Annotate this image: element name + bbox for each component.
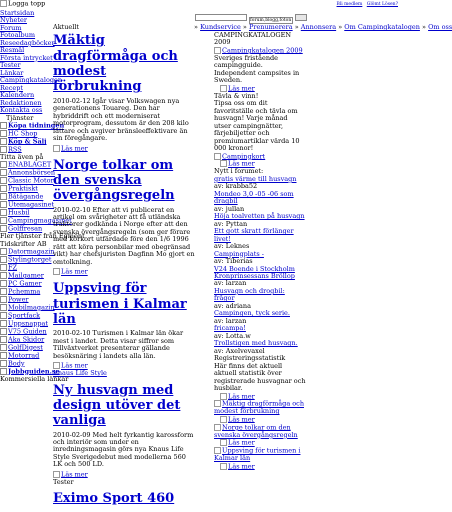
forum-post-link[interactable]: Höja toalvetten på husvagn bbox=[214, 212, 305, 221]
arrow-icon bbox=[220, 439, 227, 446]
mini-article-link[interactable]: Norge tolkar om den svenska övergångsregeln bbox=[214, 423, 298, 439]
breadcrumb-separator: » bbox=[242, 23, 247, 31]
magazine-logo-icon bbox=[0, 312, 7, 319]
read-more-link[interactable]: Läs mer bbox=[214, 160, 306, 168]
magazine-link[interactable]: V75 Guiden bbox=[0, 328, 52, 336]
article-body: 2010-02-09 Med helt fyrkantig karossform och interiör som under en inredningsmagasin görs nya Knaus Life Style Sverigedebut med modellerna 560 LK och 500 LD. bbox=[53, 430, 194, 469]
read-more-link[interactable]: Läs mer bbox=[53, 362, 195, 370]
magazine-link[interactable]: Sportfack bbox=[0, 312, 52, 320]
forum-post-author: av: Tiberias bbox=[214, 257, 253, 266]
magazine-logo-icon bbox=[0, 304, 7, 311]
article bbox=[53, 491, 195, 506]
forum-post-author: av: Lotta.w bbox=[214, 331, 251, 340]
commercial-links-heading: Kommersiella länkar bbox=[0, 374, 69, 383]
section-heading: Aktuellt bbox=[53, 23, 80, 31]
nav-item-resmal[interactable]: Resmål bbox=[0, 46, 25, 55]
register-link[interactable]: Bli medlem bbox=[336, 2, 363, 7]
services-heading: Tjänster bbox=[6, 113, 34, 122]
breadcrumb-prefix: » bbox=[194, 23, 198, 31]
partner-link[interactable]: ENABLAGET bbox=[0, 161, 52, 169]
magazine-logo-icon bbox=[0, 352, 7, 359]
forum-post-link[interactable]: V24 Boende i Stockholm Kronprinsessans Bröllop bbox=[214, 264, 295, 280]
contest-image-link[interactable]: Campingkort bbox=[214, 153, 306, 161]
magazine-link[interactable]: Mailgamer bbox=[0, 272, 52, 280]
forum-post-author: av: krabba52 bbox=[214, 182, 258, 191]
partner-logo-icon bbox=[0, 177, 7, 184]
breadcrumb-prenumerera[interactable]: Prenumerera bbox=[248, 23, 293, 31]
contest-title: Tävla & vinn! bbox=[214, 91, 259, 100]
nav-item-campingkatalogen[interactable]: Campingkatalogen bbox=[0, 76, 63, 85]
magazine-logo-icon bbox=[0, 280, 7, 287]
arrow-icon bbox=[220, 463, 227, 470]
partner-logo-icon bbox=[0, 169, 7, 176]
partner-link[interactable]: Annonsbörsen bbox=[0, 169, 52, 177]
partner-link[interactable]: Praktiskt bbox=[0, 185, 52, 193]
forgot-password-link[interactable]: Glömt Lösen? bbox=[366, 2, 398, 7]
breadcrumb-kundservice[interactable]: Kundservice bbox=[200, 23, 241, 31]
magazine-link[interactable]: PC Gamer bbox=[0, 280, 52, 288]
nav-item-redaktionen[interactable]: Redaktionen bbox=[0, 98, 42, 107]
forum-post-link[interactable]: Husvagn och drogbil: frågor bbox=[214, 286, 285, 303]
nav-item-resedagbocker[interactable]: Reseedagböcker bbox=[0, 38, 55, 47]
partner-link[interactable]: Campingmagasinet bbox=[0, 217, 52, 225]
arrow-icon bbox=[220, 160, 227, 167]
search-input[interactable] bbox=[195, 14, 247, 21]
catalog-image-icon bbox=[214, 47, 221, 54]
forum-post-link[interactable]: Trollstigen med husvagn. bbox=[214, 339, 298, 348]
magazine-link[interactable]: Aka Skidor bbox=[0, 336, 52, 344]
article bbox=[53, 281, 195, 377]
forum-post-link[interactable]: Mondeo 3,0 -05 -06 som dragbil bbox=[214, 189, 294, 206]
service-kopa-tidningen[interactable]: Köpa tidningen bbox=[0, 122, 52, 130]
read-more-link[interactable]: Läs mer bbox=[214, 463, 306, 471]
forum-post-link[interactable]: Ett gott skratt förlänger livet! bbox=[214, 227, 294, 243]
article-thumbnail-icon bbox=[214, 447, 221, 454]
contest-image-icon bbox=[214, 153, 221, 160]
nav-item-recept[interactable]: Recept bbox=[0, 83, 24, 92]
forum-post-link[interactable]: fricampa! bbox=[214, 324, 246, 333]
article bbox=[53, 33, 195, 152]
forum-post-author: av: larzan bbox=[214, 316, 247, 325]
nav-item-forsta-intrycket[interactable]: Första intrycket bbox=[0, 53, 53, 62]
magazine-link[interactable]: Mobilmagazin bbox=[0, 304, 52, 312]
forum-post-link[interactable]: Campingplats - bbox=[214, 249, 264, 258]
catalog-image-link[interactable]: Campingkatalogen 2009 bbox=[214, 47, 306, 55]
article bbox=[53, 383, 195, 487]
article-title[interactable]: Uppsving för turismen i Kalmar län bbox=[53, 281, 187, 327]
nav-item-startsidan[interactable]: Startsidan bbox=[0, 9, 35, 17]
magazine-link[interactable]: GolfDigest bbox=[0, 344, 52, 352]
logo-image-icon bbox=[0, 0, 7, 7]
mini-article-link[interactable]: Uppsving för turismen i Kalmar län bbox=[214, 446, 301, 463]
magazine-link[interactable]: Datormagazin bbox=[0, 248, 52, 256]
magazine-logo-icon bbox=[0, 288, 7, 295]
magazine-logo-icon bbox=[0, 344, 7, 351]
article-title[interactable]: Norge tolkar om den svenska övergångsregeln bbox=[53, 157, 175, 204]
nav-item-tester[interactable]: Tester bbox=[0, 61, 21, 70]
contest-description: Tipsa oss om dit favoritställe och tävla om husvagn! Varje månad utser campingnätter, färjebiljetter och premiumartiklar värda 10 000 kronor! bbox=[214, 99, 300, 153]
read-more-link[interactable]: Läs mer bbox=[53, 268, 195, 276]
read-more-link[interactable]: Läs mer bbox=[214, 85, 306, 93]
nav-item-kalendern[interactable]: Kalendern bbox=[0, 91, 35, 100]
arrow-icon bbox=[220, 85, 227, 92]
breadcrumb-om-oss[interactable]: Om oss bbox=[428, 23, 452, 31]
forum-post-author: av: jullan bbox=[214, 204, 245, 213]
forum-post-author: av: Axelvevaxel bbox=[214, 346, 265, 355]
partner-logo-icon bbox=[0, 185, 7, 192]
partner-logo-icon bbox=[0, 217, 7, 224]
breadcrumb-separator: » bbox=[294, 23, 299, 31]
read-more-link[interactable]: Läs mer bbox=[214, 393, 306, 401]
magazine-logo-icon bbox=[0, 320, 7, 327]
jobbguiden-logo-icon bbox=[0, 368, 7, 375]
breadcrumb-separator: » bbox=[338, 23, 343, 31]
logo[interactable] bbox=[0, 0, 60, 9]
article-title[interactable]: Mäktig dragförmåga och modest förbrukning bbox=[53, 33, 178, 95]
magazine-link[interactable]: Stylingtorget bbox=[0, 256, 52, 264]
service-kop-salj[interactable]: Köp & Sälj bbox=[0, 138, 52, 146]
magazine-logo-icon bbox=[0, 256, 7, 263]
magazine-logo-icon bbox=[0, 272, 7, 279]
service-hc-shop[interactable]: HC Shop bbox=[0, 130, 52, 138]
partner-link[interactable]: Husbil bbox=[0, 209, 52, 217]
nav-item-forum[interactable]: Forum bbox=[0, 23, 22, 32]
partner-link[interactable]: Golffresan bbox=[0, 225, 52, 233]
mini-article-link[interactable]: Mäktig dragförmåga och modest förbrukning bbox=[214, 399, 304, 416]
shop-icon bbox=[0, 130, 7, 137]
search-scope-select[interactable]: forum,blogg,foton bbox=[250, 18, 292, 23]
article-title[interactable]: Eximo Sport 460 bbox=[53, 491, 175, 507]
breadcrumb-om-campingkatalogen[interactable]: Om Campingkatalogen bbox=[344, 23, 420, 31]
forum-post-author: av: adriana bbox=[214, 301, 251, 310]
nav-item-nyheter[interactable]: Nyheter bbox=[0, 16, 27, 25]
article-body: 2010-02-10 Turismen i Kalmar län ökar mest i landet. Detta visar siffror som Tillväxtverket presenterar gällande besöksnäring i landets alla län. bbox=[53, 329, 184, 360]
arrow-icon bbox=[53, 268, 60, 275]
more-services-text: Fler tjänster från Egmont bbox=[0, 232, 85, 241]
arrow-icon bbox=[220, 416, 227, 423]
forum-post-author: av: Leknes bbox=[214, 242, 250, 251]
magazine-logo-icon bbox=[0, 336, 7, 343]
magazine-logo-icon bbox=[0, 360, 7, 367]
magazine-logo-icon bbox=[0, 296, 7, 303]
forum-post-link[interactable]: gratis värme till husvagn bbox=[214, 174, 297, 183]
article-body: 2010-02-12 Igår visar Volkswagen nya generationens Touareg. Den har hybriddrift och ett moderniserat motorprogram, dessutom är den 208 kilo lättare och avgiver bränsleeffektivare än sin föregångare. bbox=[53, 96, 189, 143]
partner-logo-icon bbox=[0, 209, 7, 216]
arrow-icon bbox=[53, 362, 60, 369]
read-more-link[interactable]: Läs mer bbox=[214, 439, 306, 447]
magazine-link[interactable]: Body bbox=[0, 360, 52, 368]
catalog-title: CAMPINGKATALOGEN 2009 bbox=[214, 31, 292, 47]
right-sidebar bbox=[214, 32, 306, 471]
nav-item-fotoalbum[interactable]: Fotoalbum bbox=[0, 31, 36, 40]
main-content bbox=[53, 24, 195, 512]
cart-icon bbox=[0, 138, 7, 145]
partners-heading: Titta även på bbox=[0, 152, 44, 161]
magazine-logo-icon bbox=[0, 328, 7, 335]
top-links bbox=[334, 2, 398, 7]
catalog-description: Sveriges fristående campingguide. Independent campsites in Sweden. bbox=[214, 53, 300, 85]
partner-link[interactable]: Båtägande bbox=[0, 193, 52, 201]
article-title[interactable]: Ny husvagn med design utöver det vanliga bbox=[53, 382, 181, 429]
breadcrumb-annonsera[interactable]: Annonsera bbox=[300, 23, 337, 31]
article-category-tag[interactable]: Knaus Life Style bbox=[53, 369, 107, 378]
magazine-link[interactable]: Pchemma bbox=[0, 288, 52, 296]
magazine-link[interactable]: Uppsnappat bbox=[0, 320, 52, 328]
magazine-logo-icon bbox=[0, 264, 7, 271]
arrow-icon bbox=[220, 393, 227, 400]
partner-link[interactable]: Utemagasinet bbox=[0, 201, 52, 209]
read-more-link[interactable]: Läs mer bbox=[53, 471, 195, 479]
nav-item-lankar[interactable]: Länkar bbox=[0, 68, 24, 77]
magazine-logo-icon bbox=[0, 248, 7, 255]
partner-link[interactable]: Classic Motor bbox=[0, 177, 52, 185]
read-more-link[interactable]: Läs mer bbox=[214, 416, 306, 424]
forum-post-author: av: larzan bbox=[214, 279, 247, 288]
logo-alt-text: Logga topp bbox=[8, 0, 46, 8]
partner-logo-icon bbox=[0, 193, 7, 200]
article-category-tag: Tester bbox=[53, 477, 74, 486]
partner-logo-icon bbox=[0, 201, 7, 208]
service-rss[interactable]: RSS bbox=[0, 146, 52, 154]
breadcrumb-separator: » bbox=[422, 23, 426, 31]
forum-post-author: av: Pyttan bbox=[214, 219, 248, 228]
arrow-icon bbox=[53, 471, 60, 478]
magazine-link[interactable]: Power bbox=[0, 296, 52, 304]
registration-stats-title: Registreringsstatistik bbox=[214, 354, 286, 363]
registration-stats-description: Här finns det aktuell aktuell statistik över registrerade husvagnar och husbilar. bbox=[214, 361, 306, 393]
magazine-link[interactable]: Motorrad bbox=[0, 352, 52, 360]
nav-item-kontakta-oss[interactable]: Kontakta oss bbox=[0, 106, 43, 115]
search-button[interactable] bbox=[295, 14, 307, 21]
rss-icon bbox=[0, 146, 7, 153]
read-more-link[interactable]: Läs mer bbox=[53, 145, 195, 153]
magazines-heading: Tidskrifter AB bbox=[0, 239, 47, 248]
forum-heading: Nytt i forumet: bbox=[214, 167, 264, 176]
forum-post-link[interactable]: Campingen, tyck serie. bbox=[214, 309, 290, 318]
article-body: 2010-02-10 Efter att vi publicerat en artikel om svårigheter att få utländska traktorer godkända i Norge efter att den svenska övergångsregeln (som ger förare med körkort utfärdade före den 1/6 1996 rätt att köra personbilar med obegränsad vikt) har chefsjuristen Dagfinn Mo gjort en omtolkning. bbox=[53, 205, 195, 266]
magazine-icon bbox=[0, 122, 7, 129]
article bbox=[53, 158, 195, 277]
magazine-link[interactable]: FZ bbox=[0, 264, 52, 272]
jobbguiden-link[interactable]: Jobbguiden.se bbox=[0, 368, 52, 376]
partner-logo-icon bbox=[0, 161, 7, 168]
arrow-icon bbox=[53, 145, 60, 152]
article-thumbnail-icon bbox=[214, 424, 221, 431]
article-thumbnail-icon bbox=[214, 400, 221, 407]
